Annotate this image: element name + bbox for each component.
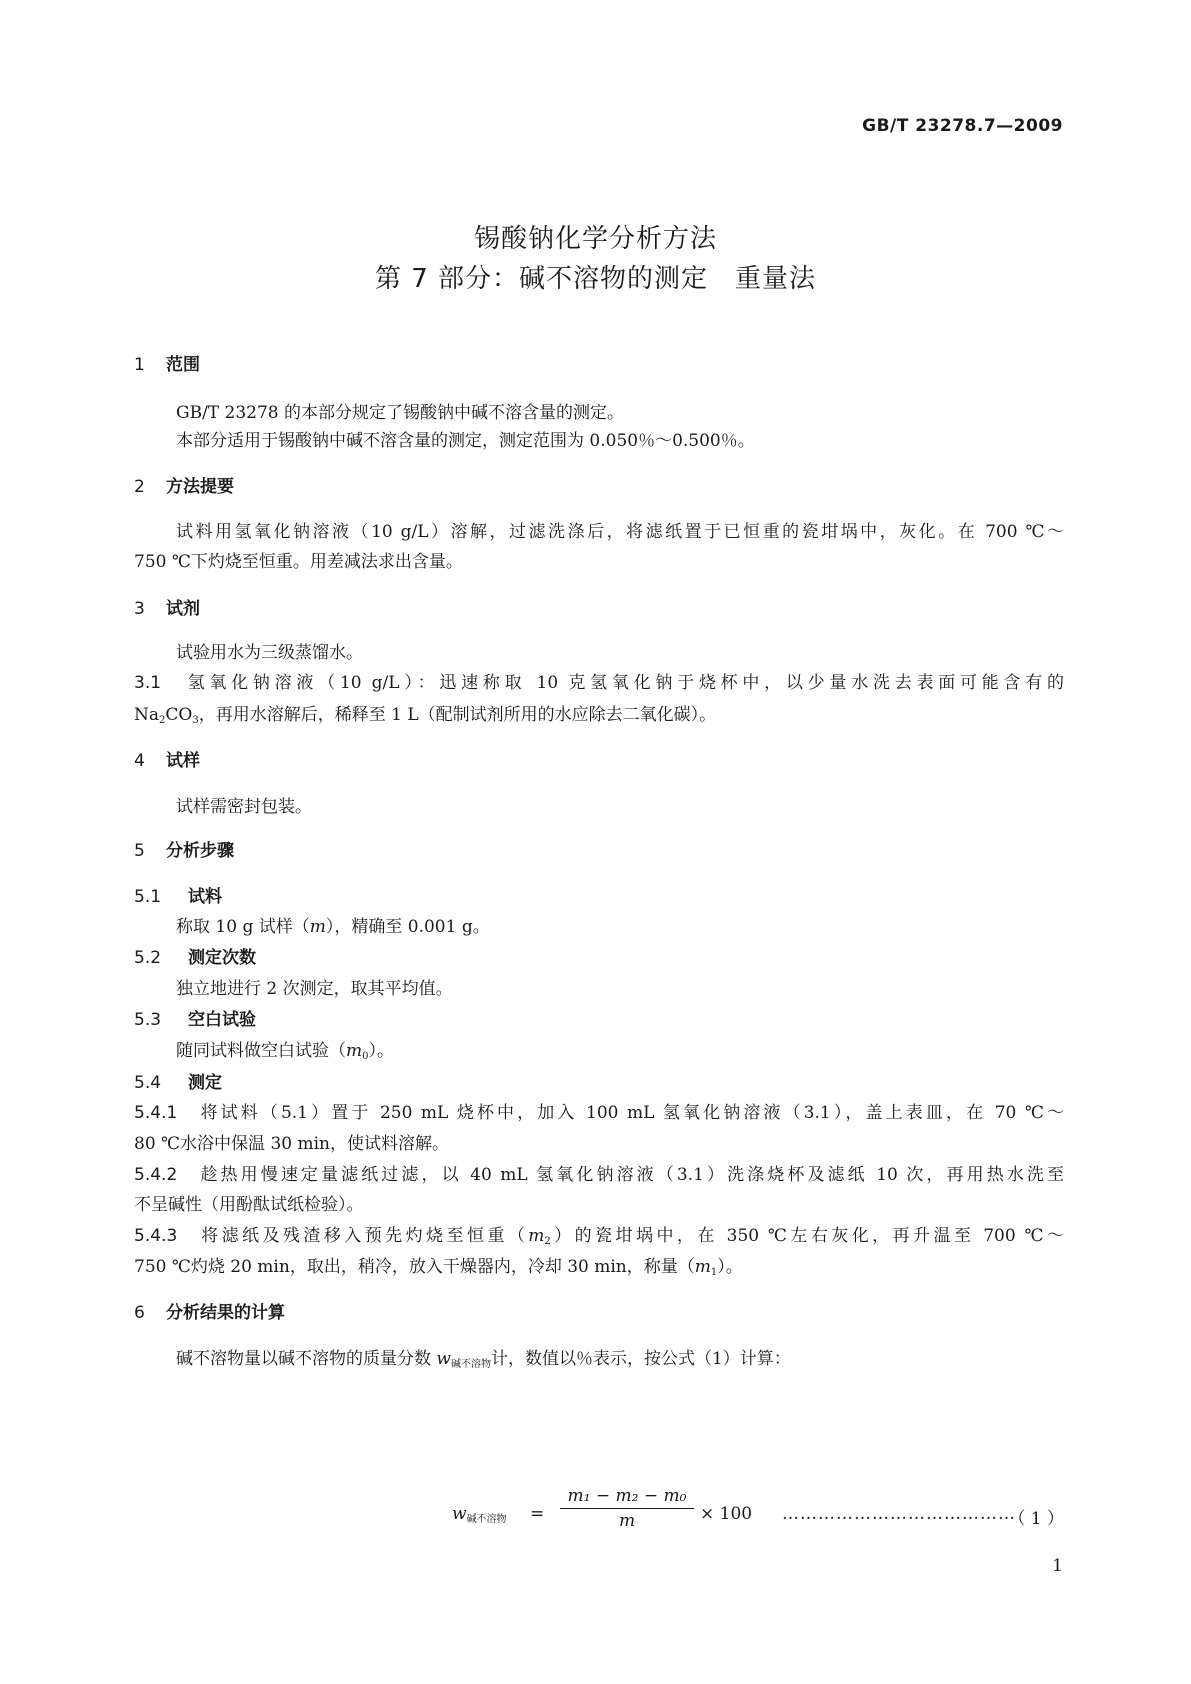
section-3-paragraph-1: 试验用水为三级蒸馏水。 (176, 643, 363, 663)
document-title: 锡酸钠化学分析方法 (473, 224, 717, 254)
section-4-paragraph-1: 试样需密封包装。 (176, 797, 312, 817)
section-4-heading: 4 试样 (134, 751, 200, 771)
section-2-paragraph-line-2: 750 ℃下灼烧至恒重。用差减法求出含量。 (134, 552, 463, 572)
clause-5-2-heading: 5.2 测定次数 (134, 948, 256, 968)
formula-number: （ 1 ） (1008, 1509, 1064, 1529)
fraction-bar (560, 1508, 694, 1509)
formula-fraction (560, 1486, 694, 1531)
section-1-heading: 1 范围 (134, 355, 200, 375)
clause-3-1-line-1: 3.1 氢氧化钠溶液（10 g/L）：迅速称取 10 克氢氧化钠于烧杯中，以少量水洗去表面可能含有的 (134, 673, 1065, 693)
clause-5-4-heading: 5.4 测定 (134, 1073, 222, 1093)
section-5-heading: 5 分析步骤 (134, 841, 234, 861)
formula-numerator: m₁ − m₂ − m₀ (567, 1486, 687, 1506)
clause-5-4-1-line-2: 80 ℃水浴中保温 30 min，使试料溶解。 (134, 1134, 449, 1154)
section-1-paragraph-1: GB/T 23278 的本部分规定了锡酸钠中碱不溶含量的测定。 (176, 403, 625, 423)
clause-5-4-2-line-2: 不呈碱性（用酚酞试纸检验）。 (134, 1195, 364, 1215)
page-number: 1 (1052, 1556, 1063, 1576)
standard-number: GB/T 23278.7—2009 (862, 116, 1063, 136)
section-2-heading: 2 方法提要 (134, 477, 234, 497)
section-2-paragraph-line-1: 试料用氢氧化钠溶液（10 g/L）溶解，过滤洗涤后，将滤纸置于已恒重的瓷坩埚中，灰化。在 700 ℃～ (176, 522, 1064, 542)
document-subtitle: 第 7 部分：碱不溶物的测定 重量法 (374, 264, 817, 294)
formula-leader-dots: ………………………………… (782, 1504, 1016, 1524)
clause-5-2-text: 独立地进行 2 次测定，取其平均值。 (176, 979, 453, 999)
section-1-paragraph-2: 本部分适用于锡酸钠中碱不溶含量的测定，测定范围为 0.050％～0.500％。 (176, 431, 755, 451)
formula-lhs: $w_{碱不溶物}$ (452, 1504, 507, 1525)
clause-5-1-heading: 5.1 试料 (134, 887, 222, 907)
formula-1 (452, 1486, 1064, 1546)
formula-multiplier: × 100 (700, 1504, 753, 1524)
formula-equals: = (530, 1504, 545, 1524)
clause-5-4-3-line-2: 750 ℃灼烧 20 min，取出，稍冷，放入干燥器内，冷却 30 min，称量$(m_1)$。 (134, 1257, 743, 1278)
section-6-heading: 6 分析结果的计算 (134, 1303, 285, 1323)
section-6-paragraph-1: 碱不溶物量以碱不溶物的质量分数 $w_{碱不溶物}$计，数值以％表示，按公式（1）计算： (176, 1349, 791, 1370)
clause-3-1-line-2: $Na_2CO_3$，再用水溶解后，稀释至 1 L（配制试剂所用的水应除去二氧化碳）。 (134, 705, 717, 726)
clause-5-1-text: 称取 10 g 试样（m），精确至 0.001 g。 (176, 917, 490, 937)
clause-5-3-text: 随同试料做空白试验$(m_0)$。 (176, 1041, 394, 1062)
clause-5-3-heading: 5.3 空白试验 (134, 1010, 256, 1030)
clause-5-4-3-line-1: 5.4.3 将滤纸及残渣移入预先灼烧至恒重$(m_2)$的瓷坩埚中，在 350 ℃左右灰化，再升温至 700 ℃～ (134, 1226, 1065, 1247)
clause-5-4-2-line-1: 5.4.2 趁热用慢速定量滤纸过滤，以 40 mL 氢氧化钠溶液（3.1）洗涤烧杯及滤纸 10 次，再用热水洗至 (134, 1165, 1064, 1185)
formula-denominator: m (618, 1511, 636, 1531)
section-3-heading: 3 试剂 (134, 599, 200, 619)
clause-5-4-1-line-1: 5.4.1 将试料（5.1）置于 250 mL 烧杯中，加入 100 mL 氢氧化钠溶液（3.1），盖上表皿，在 70 ℃～ (134, 1103, 1065, 1123)
